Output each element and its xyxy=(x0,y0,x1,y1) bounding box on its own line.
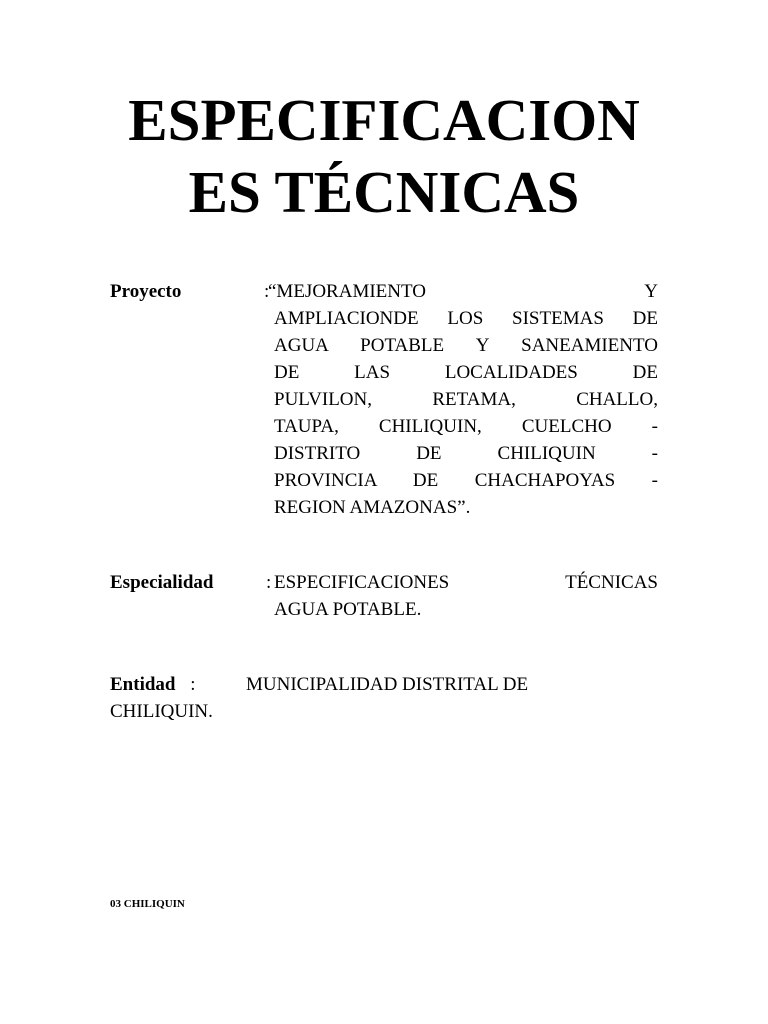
entidad-row xyxy=(110,671,670,698)
proyecto-value xyxy=(268,278,658,521)
entidad-value-line-1: MUNICIPALIDAD DISTRITAL DE xyxy=(246,674,529,695)
entidad-colon: : xyxy=(190,674,196,695)
proyecto-line: REGION AMAZONAS”. xyxy=(274,497,471,518)
proyecto-colon: : xyxy=(264,281,270,302)
proyecto-line: DISTRITO DE CHILIQUIN - xyxy=(274,443,658,464)
proyecto-line: DE LAS LOCALIDADES DE xyxy=(274,362,658,383)
especialidad-colon: : xyxy=(266,572,272,593)
title-line-1: ESPECIFICACION xyxy=(128,87,640,153)
especialidad-line: ESPECIFICACIONES TÉCNICAS xyxy=(274,572,658,593)
proyecto-line: PULVILON, RETAMA, CHALLO, xyxy=(274,389,658,410)
especialidad-label: Especialidad xyxy=(110,572,214,593)
proyecto-line: PROVINCIA DE CHACHAPOYAS - xyxy=(274,470,658,491)
proyecto-line: AMPLIACIONDE LOS SISTEMAS DE xyxy=(274,308,658,329)
footer-label: 03 CHILIQUIN xyxy=(110,898,185,910)
title-line-2: ES TÉCNICAS xyxy=(188,159,580,225)
especialidad-value xyxy=(274,569,658,623)
entidad-value-line-2: CHILIQUIN. xyxy=(110,701,213,722)
especialidad-line: AGUA POTABLE. xyxy=(274,599,422,620)
document-title xyxy=(0,84,768,228)
proyecto-label: Proyecto xyxy=(110,281,182,302)
proyecto-line: TAUPA, CHILIQUIN, CUELCHO - xyxy=(274,416,658,437)
proyecto-line: “MEJORAMIENTO Y xyxy=(268,281,658,302)
proyecto-line: AGUA POTABLE Y SANEAMIENTO xyxy=(274,335,658,356)
entidad-label: Entidad xyxy=(110,674,176,695)
